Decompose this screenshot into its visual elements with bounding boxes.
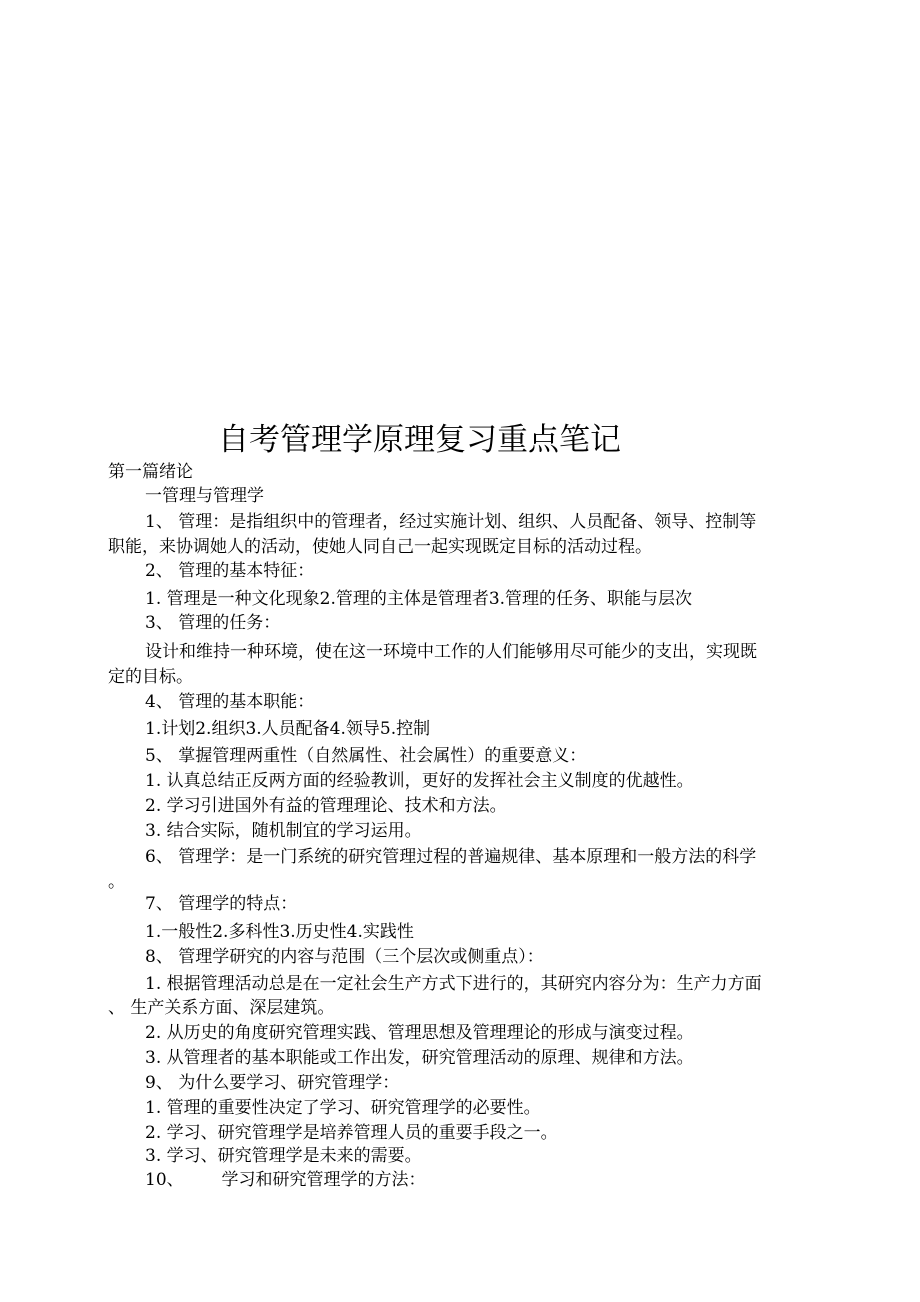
document-title: 自考管理学原理复习重点笔记 bbox=[218, 422, 621, 458]
paragraph-line: 1. 管理是一种文化现象2.管理的主体是管理者3.管理的任务、职能与层次 bbox=[145, 589, 693, 609]
paragraph-line: 7、 管理学的特点： bbox=[145, 894, 298, 914]
paragraph-line: 4、 管理的基本职能： bbox=[145, 692, 315, 712]
paragraph-line: 1. 认真总结正反两方面的经验教训，更好的发挥社会主义制度的优越性。 bbox=[145, 771, 694, 791]
paragraph-line: 2. 从历史的角度研究管理实践、管理思想及管理理论的形成与演变过程。 bbox=[145, 1023, 694, 1043]
paragraph-line: 1.计划2.组织3.人员配备4.领导5.控制 bbox=[145, 719, 431, 739]
paragraph-line: 设计和维持一种环境，使在这一环境中工作的人们能够用尽可能少的支出，实现既 bbox=[145, 642, 757, 662]
paragraph-line: 3、 管理的任务： bbox=[145, 613, 281, 633]
paragraph-line: 3. 结合实际，随机制宜的学习运用。 bbox=[145, 821, 422, 841]
paragraph-line: 1.一般性2.多科性3.历史性4.实践性 bbox=[145, 922, 414, 942]
paragraph-line: 1. 管理的重要性决定了学习、研究管理学的必要性。 bbox=[145, 1098, 541, 1118]
paragraph-line: 2. 学习引进国外有益的管理理论、技术和方法。 bbox=[145, 796, 507, 816]
paragraph-line: 3. 从管理者的基本职能或工作出发，研究管理活动的原理、规律和方法。 bbox=[145, 1048, 694, 1068]
paragraph-line: 1. 根据管理活动总是在一定社会生产方式下进行的，其研究内容分为：生产力方面 bbox=[145, 974, 762, 994]
chapter-heading: 第一篇绪论 bbox=[108, 462, 193, 482]
section-heading: 一管理与管理学 bbox=[145, 486, 264, 506]
paragraph-line: 6、 管理学：是一门系统的研究管理过程的普遍规律、基本原理和一般方法的科学 bbox=[145, 847, 757, 867]
paragraph-line: 2. 学习、研究管理学是培养管理人员的重要手段之一。 bbox=[145, 1123, 558, 1143]
paragraph-line: 定的目标。 bbox=[108, 667, 193, 687]
paragraph-line: 9、 为什么要学习、研究管理学： bbox=[145, 1073, 400, 1093]
paragraph-line: 5、 掌握管理两重性（自然属性、社会属性）的重要意义： bbox=[145, 746, 587, 766]
paragraph-line: 、 生产关系方面、深层建筑。 bbox=[108, 998, 335, 1018]
paragraph-line: 8、 管理学研究的内容与范围（三个层次或侧重点）： bbox=[145, 947, 544, 967]
paragraph-line: 2、 管理的基本特征： bbox=[145, 561, 315, 581]
paragraph-line: 10、 学习和研究管理学的方法： bbox=[145, 1170, 426, 1190]
paragraph-line: 职能，来协调她人的活动，使她人同自己一起实现既定目标的活动过程。 bbox=[108, 537, 652, 557]
paragraph-line: 。 bbox=[108, 872, 125, 892]
paragraph-line: 3. 学习、研究管理学是未来的需要。 bbox=[145, 1146, 422, 1166]
paragraph-line: 1、 管理：是指组织中的管理者，经过实施计划、组织、人员配备、领导、控制等 bbox=[145, 512, 757, 532]
